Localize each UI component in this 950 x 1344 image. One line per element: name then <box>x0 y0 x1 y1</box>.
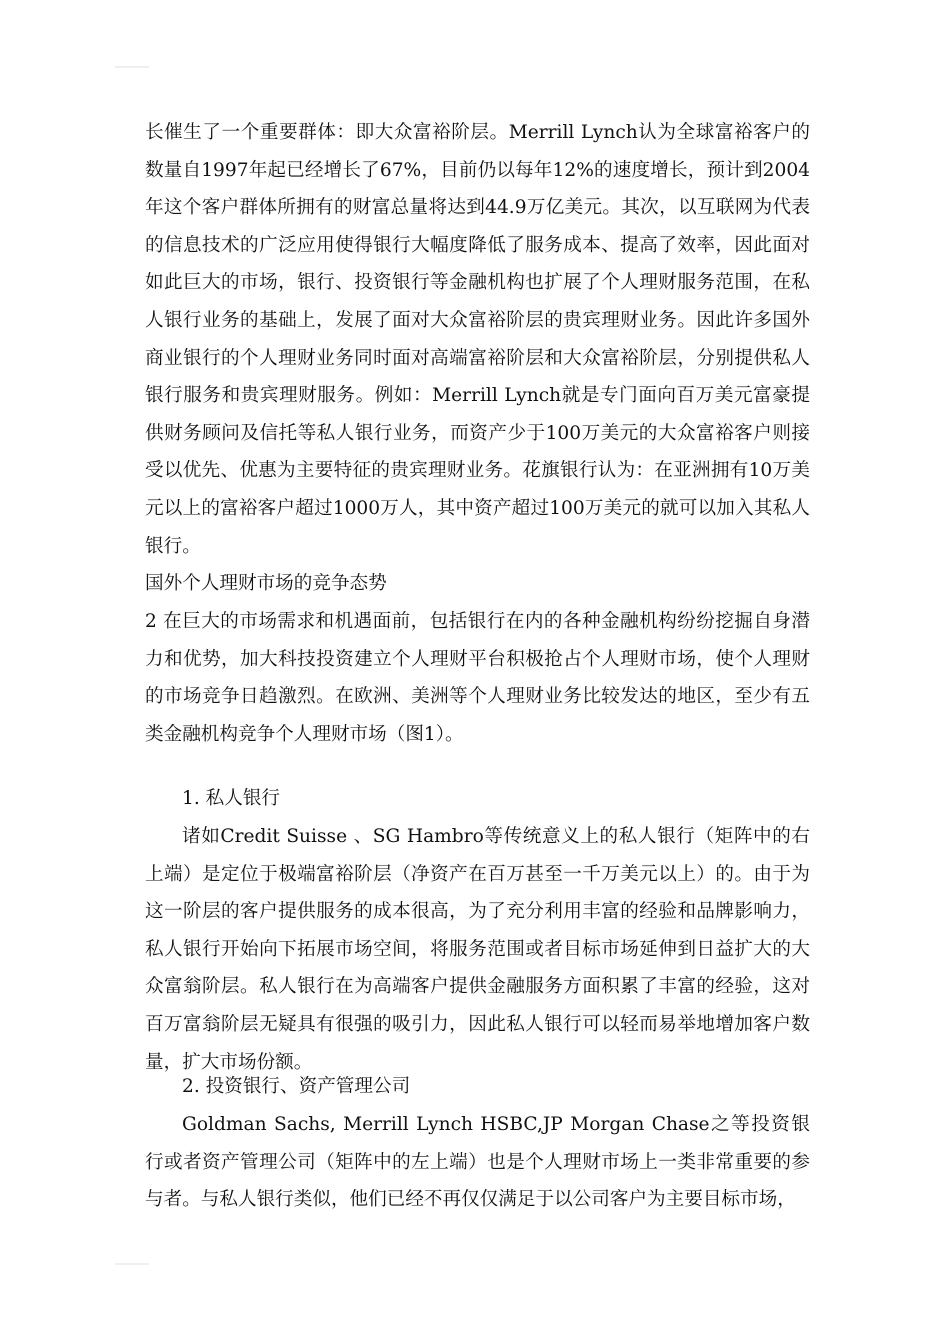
item-title-investment-bank: 2. 投资银行、资产管理公司 <box>182 1076 411 1097</box>
item-title-private-bank: 1. 私人银行 <box>182 788 281 809</box>
corner-mark-top <box>115 66 149 68</box>
section-heading: 国外个人理财市场的竞争态势 <box>145 573 387 594</box>
corner-mark-bottom <box>115 1263 149 1265</box>
paragraph-affluent-segment: 长催生了一个重要群体：即大众富裕阶层。Merrill Lynch认为全球富裕客户的数量自1997年起已经增长了67%，目前仍以每年12%的速度增长，预计到2004年这个客户群体所拥有的财富总量将达到44.9万亿美元。其次，以互联网为代表的信息技术的广泛应用使得银行大幅度降低了服务成本、提高了效率，因此面对如此巨大的市场，银行、投资银行等金融机构也扩展了个人理财服务范围，在私人银行业务的基础上，发展了面对大众富裕阶层的贵宾理财业务。因此许多国外商业银行的个人理财业务同时面对高端富裕阶层和大众富裕阶层，分别提供私人银行服务和贵宾理财服务。例如：Merrill Lynch就是专门面向百万美元富豪提供财务顾问及信托等私人银行业务，而资产少于100万美元的大众富裕客户则接受以优先、优惠为主要特征的贵宾理财业务。花旗银行认为：在亚洲拥有10万美元以上的富裕客户超过1000万人，其中资产超过100万美元的就可以加入其私人银行。 <box>145 122 810 557</box>
paragraph-private-bank: 诸如Credit Suisse 、SG Hambro等传统意义上的私人银行（矩阵中的右上端）是定位于极端富裕阶层（净资产在百万甚至一千万美元以上）的。由于为这一阶层的客户提供服务的成本很高，为了充分利用丰富的经验和品牌影响力，私人银行开始向下拓展市场空间，将服务范围或者目标市场延伸到日益扩大的大众富翁阶层。私人银行在为高端客户提供金融服务方面积累了丰富的经验，这对百万富翁阶层无疑具有很强的吸引力，因此私人银行可以轻而易举地增加客户数量，扩大市场份额。 <box>145 826 810 1073</box>
paragraph-competition: 2 在巨大的市场需求和机遇面前，包括银行在内的各种金融机构纷纷挖掘自身潜力和优势，加大科技投资建立个人理财平台积极抢占个人理财市场，使个人理财的市场竞争日趋激烈。在欧洲、美洲等个人理财业务比较发达的地区，至少有五类金融机构竞争个人理财市场（图1）。 <box>145 611 810 745</box>
paragraph-investment-bank: Goldman Sachs, Merrill Lynch HSBC,JP Morgan Chase之等投资银行或者资产管理公司（矩阵中的左上端）也是个人理财市场上一类非常重要的参与者。与私人银行类似，他们已经不再仅仅满足于以公司客户为主要目标市场， <box>145 1114 810 1211</box>
